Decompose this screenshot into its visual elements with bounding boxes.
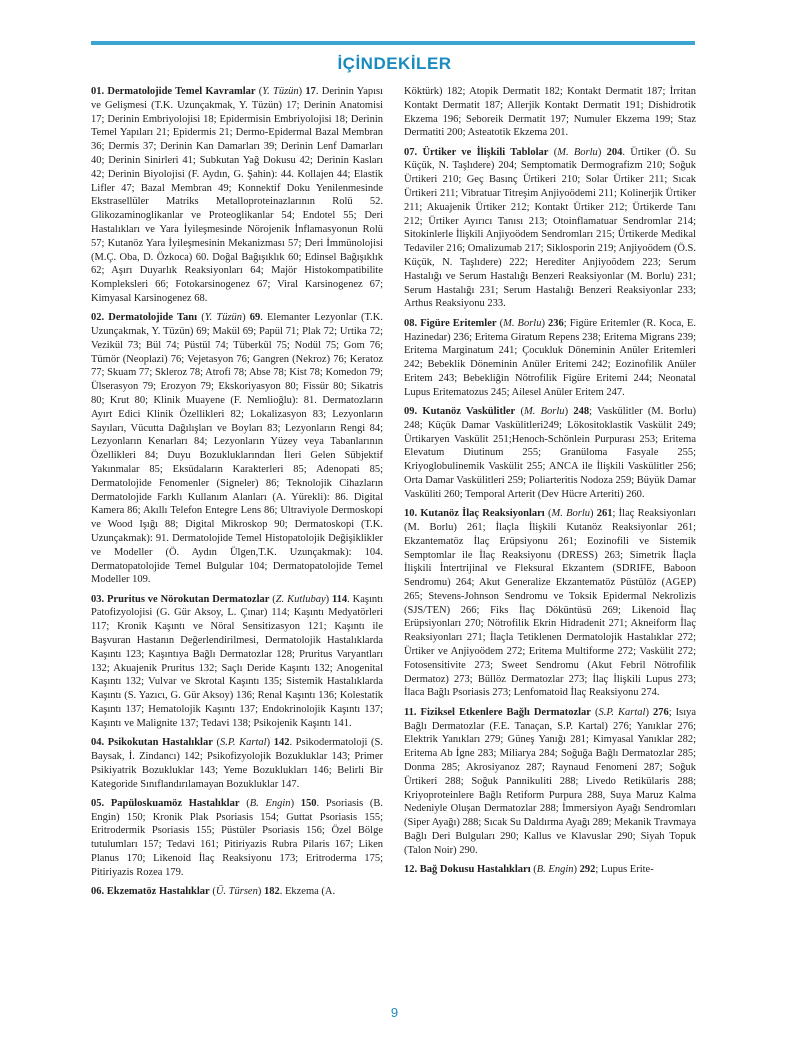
chapter-contents: Köktürk) 182; Atopik Dermatit 182; Kontakt Dermatit 187; İrritan Kontakt Dermatit 187; Allerjik Kontakt Dermatit 191; Dishidrotik Ekzema 196; Seboreik Dermatit 197; Numuler Ekzema 199; Staz Dermatiti 200; Asteatotik Ekzema 201. — [404, 86, 696, 139]
chapter-title: Bağ Dokusu Hastalıkları — [419, 864, 531, 876]
chapter-heading — [91, 312, 197, 323]
chapter-editor: S.P. Kartal — [598, 706, 646, 718]
chapter-contents: . Psikodermatoloji (S. Baysak, İ. Zindancı) 142; Psikofizyolojik Bozukluklar 143; Primer Psikiyatrik Bozukluklar 143; Yeme Bozuklukları 146; Belirli Bir Kategoride Sınıflandırılamayan Bozukluklar 147. — [91, 737, 383, 790]
chapter-contents: . Elemanter Lezyonlar (T.K. Uzunçakmak, Y. Tüzün) 69; Makül 69; Papül 71; Plak 72; Urtika 72; Vezikül 73; Bül 74; Püstül 74; Tüberkül 75; Nodül 75; Gom 76; Tümör (Neoplazi) 76; Vejetasyon 76; Gangren (Nekroz) 76; Keratoz 77; Skuam 77; Skleroz 78; Atrofi 78; Abse 78; Kist 78; Komedon 79; Ülserasyon 79; Erozyon 79; Ekskoriyasyon 80; Fissür 80; Sikatris 80; Krut 80; Klinik Muayene (F. Nemlioğlu): 81. Dermatozların Ayırt Edici Klinik Özellikleri 82; Lokalizasyon 83; Lezyonların Sayıları, Vücutta Dağılışları ve Boyları 83; Lezyonların Rengi 84; Lezyonların Kenarları 84; Lezyonların Yüzey veya Tabanlarının Özellikleri 84; Duyu Bozukluklarından İleri Gelen Sübjektif Yakınmalar 85; Eksüdaların Karakterleri 85; Adenopati 85; Dermatolojide Fenomenler (Signeler) 86; Teknolojik Cihazların Dermatolojide Farklı Kullanım Alanları (A. Yürekli): 86. Digital Kamera 86; Akıllı Telefon Entegre Lens 86; Ultraviyole Dermoskopi ve Wood Işığı 88; Digital Mikroskop 90; Dermatoskopi (T.K. Uzunçakmak): 91. Dermatolojide Temel Histopatolojik Değişiklikler ve Modeller (Ö. Aydın Ülgen,T.K. Uzunçakmak): 104. Dermatopatolojide Temel Bulgular 104; Dermatopatolojide Temel Modeller 109. — [91, 312, 384, 586]
chapter-heading — [404, 864, 531, 875]
chapter-editor: Z. Kutlubay — [275, 593, 326, 605]
chapter-start-page: 142 — [273, 737, 290, 749]
chapter-start-page: 114 — [332, 593, 348, 605]
chapter-title: Figüre Eritemler — [420, 317, 497, 329]
page-number: 9 — [390, 1005, 399, 1020]
chapter-number: 09. — [404, 406, 418, 418]
chapter-number: 12. — [404, 864, 418, 876]
chapter-start-page: 69 — [249, 312, 261, 324]
chapter-title: Kutanöz İlaç Reaksiyonları — [420, 508, 545, 520]
chapter-title: Kutanöz Vaskülitler — [422, 406, 516, 418]
chapter-heading — [404, 707, 591, 718]
chapter-heading — [404, 406, 515, 417]
toc-entry: 11. Fiziksel Etkenlere Bağlı Dermatozlar (S.P. Kartal) 276; Isıya Bağlı Dermatozlar (F.E. Tanaçan, S.P. Kartal) 276; Yanıklar 276; Elektrik Yanıkları 279; Güneş Yanığı 281; Kimyasal Yanıklar 282; Eritema Ab İgne 283; Miliarya 284; Soğuğa Bağlı Dermatozlar 285; Donma 285; Akrosiyanoz 287; Raynaud Fenomeni 287; Soğuk Ürtikeri 288; Soğuk Pannikuliti 288; Livedo Retikülaris 288; Kriyoproteinlere Bağlı Retiform Purpura 288, Suya Maruz Kalma Nedeniyle Oluşan Dermatozlar 288; İmmersiyon Ayağı Sendromları (Siper Ayağı) 288; Sıcak Su Daldırma Ayağı 289; Mekanik Travmaya Bağlı Deri Bulguları 290; Kallus ve Klavuslar 290; Siyah Topuk (Talon Noir) 290. — [404, 706, 697, 856]
toc-entry: 07. Ürtiker ve İlişkili Tablolar (M. Borlu) 204. Ürtiker (Ö. Su Küçük, N. Taşlıdere) 204; Semptomatik Dermografizm 210; Soğuk Ürtikeri 210; Geç Basınç Ürtikeri 210; Solar Ürtiker 211; Sıcak Ürtikeri 211; Vibratuar Titreşim Anjiyoödemi 211; Kolinerjik Ürtiker 211; Akuajenik Ürtiker 212; Kontakt Ürtiker 212; Ürtikerde Tanı 212; Ürtiker Ayırıcı Tanısı 213; Otoinflamatuar Sendromlar 214; Sitokinlerle İlişkili Anjiyoödem Sendromları 215; Ürtikerde Medikal Tedaviler 216; Omalizumab 217; Siklosporin 219; Anjiyoödem (Ö.S. Küçük, N. Taşlıdere) 222; Herediter Anjiyoödem 223; Serum Hastalığı ve Serum Hastalığı Benzeri Reaksiyonlar (M. Borlu) 231; Serum Hastalığı 231; Serum Hastalığı Benzeri Reaksiyonlar 233; Arthus Reaksiyonu 233. — [404, 146, 696, 310]
chapter-title: Ürtiker ve İlişkili Tablolar — [422, 146, 549, 158]
chapter-title: Psikokutan Hastalıklar — [107, 737, 213, 749]
chapter-heading — [404, 318, 497, 329]
chapter-contents: . Derinin Yapısı ve Gelişmesi (T.K. Uzunçakmak, Y. Tüzün) 17; Derinin Anatomisi 17; Derinin Embriyolojisi 18; Epidermisin Embriyolojisi 18; Derinin Temel Yapıları 21; Epidermis 21; Dermo-Epidermal Bazal Membran 36; Dermis 37; Derinin Kan Damarları 39; Derinin Lenf Damarları 40; Derinin Sinirleri 41; Subkutan Yağ Dokusu 42; Derinin Kasları 42; Derinin Biyolojisi (F. Aydın, G. Şahin): 44. Kollajen 44; Elastik Lifler 47; Bazal Membran 49; Konnektif Doku Yenilenmesinde Ekstrasellüler Matriks Metalloproteinazlarının Rolü 52. Glikozaminoglikanlar ve Proteoglikanlar 54; Endotel 55; Deri Hastalıkları ve Yara İyileşmesinde Nörojenik İnflamasyonun Rolü 57; Kutanöz Yara İyileşmesinin Mekanizması 57; Deri İmmünolojisi (M.Ç. Oba, D. Özkoca) 60. Doğal Bağışıklık 60; Edinsel Bağışıklık 62; Aşırı Duyarlık Reaksiyonları 64; Majör Histokompatibilite Kompleksleri 66; Fotokarsinogenez 67; Viral Karsinogenez 67; Kimyasal Karsinogenez 68. — [91, 86, 384, 304]
toc-entry: 04. Psikokutan Hastalıklar (S.P. Kartal) 142. Psikodermatoloji (S. Baysak, İ. Zindancı) 142; Psikofizyolojik Bozukluklar 143; Primer Psikiyatrik Bozukluklar 143; Yeme Bozuklukları 146; Belirli Bir Kategoride Sınıflandırılamayan Bozukluklar 147. — [91, 737, 383, 790]
chapter-heading — [91, 798, 240, 809]
chapter-editor: M. Borlu — [523, 406, 565, 418]
chapter-contents: ; İlaç Reaksiyonları (M. Borlu) 261; İlaçla İlişkili Kutanöz Reaksiyonlar 261; Ekzantematöz İlaç Erüpsiyonu 261; Eozinofili ve Sistemik Semptomlar ile İlaç Reaksiyonu (DRESS) 263; Simetrik İlaçla İlişkili İntertrijinal ve Fleksural Ekzantem (SDRIFE, Baboon Sendromu) 264; Akut Generalize Ekzantematöz Püstülöz (AGEP) 265; Stevens-Johnson Sendromu ve Toksik Epidermal Nekrolizis (SJS/TEN) 266; Fiks İlaç Döküntüsü 269; Likenoid İlaç Erüpsiyonları 270; Nötrofilik Ekrin Hidradenit 271; Akneiform İlaç Reaksiyonları 271; İlaçla Tetiklenen Dermatolojik Hastalıklar 272; Ürtiker ve Anjiyoödem 272; Eritema Multiforme 272; Vaskülit 272; Fotosensitivite 273; Sweet Sendromu (Akut Febril Nötrofilik Dermatoz) 273; Büllöz Dermatozlar 273; İlaç İlişkili Lupus 273; İlaca Bağlı Psoriasis 273; Lenfomatoid İlaç Reaksiyonu 274. — [404, 508, 696, 699]
chapter-editor: Y. Tüzün — [204, 312, 243, 324]
chapter-title: Pruritus ve Nörokutan Dermatozlar — [107, 593, 270, 605]
chapter-editor: Y. Tüzün — [262, 86, 299, 97]
chapter-start-page: 236 — [548, 317, 564, 329]
chapter-title: Fiziksel Etkenlere Bağlı Dermatozlar — [420, 706, 591, 718]
chapter-editor: M. Borlu — [503, 317, 542, 329]
chapter-contents: . Ekzema (A. — [279, 886, 336, 898]
top-rule — [91, 41, 695, 45]
chapter-number: 04. — [91, 737, 105, 749]
chapter-title: Dermatolojide Tanı — [108, 312, 198, 324]
chapter-start-page: 204 — [606, 146, 623, 158]
chapter-heading — [91, 737, 213, 748]
chapter-editor: S.P. Kartal — [219, 737, 267, 749]
chapter-number: 06. — [91, 886, 105, 898]
chapter-number: 10. — [404, 508, 418, 520]
toc-entry: 05. Papüloskuamöz Hastalıklar (B. Engin) 150. Psoriasis (B. Engin) 150; Kronik Plak Psoriasis 154; Guttat Psoriasis 155; Eritrodermik Psoriasis 155; Püstüler Psoriasis 156; Özel Bölge tutulumları 157; Tedavi 161; Pitiriyazis Rubra Pilaris 167; Liken Planus 170; Likenoid İlaç Reaksiyonu 173; Eritroderma 175; Pitiriyazis Rozea 179. — [91, 797, 384, 878]
chapter-contents: . Ürtiker (Ö. Su Küçük, N. Taşlıdere) 204; Semptomatik Dermografizm 210; Soğuk Ürtikeri 210; Geç Basınç Ürtikeri 210; Solar Ürtiker 211; Sıcak Ürtikeri 211; Vibratuar Titreşim Anjiyoödemi 211; Kolinerjik Ürtiker 211; Akuajenik Ürtiker 212; Kontakt Ürtiker 212; Ürtikerde Tanı 212; Ürtiker Ayırıcı Tanısı 213; Otoinflamatuar Sendromlar 214; Sitokinlerle İlişkili Anjiyoödem Sendromları 215; Ürtikerde Medikal Tedaviler 216; Omalizumab 217; Siklosporin 219; Anjiyoödem (Ö.S. Küçük, N. Taşlıdere) 222; Herediter Anjiyoödem 223; Serum Hastalığı ve Serum Hastalığı Benzeri Reaksiyonlar (M. Borlu) 231; Serum Hastalığı 231; Serum Hastalığı Benzeri Reaksiyonlar 233; Arthus Reaksiyonu 233. — [404, 146, 696, 310]
page-title: İÇİNDEKİLER — [337, 54, 452, 73]
toc-entry: 01. Dermatolojide Temel Kavramlar (Y. Tüzün) 17. Derinin Yapısı ve Gelişmesi (T.K. Uzunçakmak, Y. Tüzün) 17; Derinin Anatomisi 17; Derinin Embriyolojisi 18; Epidermisin Embriyolojisi 18; Derinin Temel Yapıları 21; Epidermis 21; Dermo-Epidermal Bazal Membran 36; Dermis 37; Derinin Kan Damarları 39; Derinin Lenf Damarları 40; Derinin Sinirleri 41; Subkutan Yağ Dokusu 42; Derinin Kasları 42; Derinin Biyolojisi (F. Aydın, G. Şahin): 44. Kollajen 44; Elastik Lifler 47; Bazal Membran 49; Konnektif Doku Yenilenmesinde Ekstrasellüler Matriks Metalloproteinazlarının Rolü 52. Glikozaminoglikanlar ve Proteoglikanlar 54; Endotel 55; Deri Hastalıkları ve Yara İyileşmesinde Nörojenik İnflamasyonun Rolü 57; Kutanöz Yara İyileşmesinin Mekanizması 57; Deri İmmünolojisi (M.Ç. Oba, D. Özkoca) 60. Doğal Bağışıklık 60; Edinsel Bağışıklık 62; Aşırı Duyarlık Reaksiyonları 64; Majör Histokompatibilite Kompleksleri 66; Fotokarsinogenez 67; Viral Karsinogenez 67; Kimyasal Karsinogenez 68. — [91, 86, 384, 304]
chapter-heading — [91, 86, 256, 97]
toc-entry: 02. Dermatolojide Tanı (Y. Tüzün) 69. Elemanter Lezyonlar (T.K. Uzunçakmak, Y. Tüzün) 69; Makül 69; Papül 71; Plak 72; Urtika 72; Vezikül 73; Bül 74; Püstül 74; Tüberkül 75; Nodül 75; Gom 76; Tümör (Neoplazi) 76; Vejetasyon 76; Gangren (Nekroz) 76; Keratoz 77; Skuam 77; Skleroz 78; Atrofi 78; Abse 78; Kist 78; Komedon 79; Ülserasyon 79; Erozyon 79; Ekskoriyasyon 80; Fissür 80; Sikatris 80; Krut 80; Klinik Muayene (F. Nemlioğlu): 81. Dermatozların Ayırt Edici Klinik Özellikleri 82; Lokalizasyon 83; Lezyonların Sayıları, Vücutta Dağılışları ve Boyları 83; Lezyonların Rengi 84; Lezyonların Kenarları 84; Lezyonların Yüzey veya Tabanlarının Özellikleri 84; Duyu Bozukluklarından İleri Gelen Sübjektif Yakınmalar 85; Eksüdaların Karakterleri 85; Adenopati 85; Dermatolojide Fenomenler (Signeler) 86; Teknolojik Cihazların Dermatolojide Farklı Kullanım Alanları (A. Yürekli): 86. Digital Kamera 86; Akıllı Telefon Entegre Lens 86; Ultraviyole Dermoskopi ve Wood Işığı 88; Digital Mikroskop 90; Dermatoskopi (T.K. Uzunçakmak): 91. Dermatolojide Temel Histopatolojik Değişiklikler ve Modeller (Ö. Aydın Ülgen,T.K. Uzunçakmak): 104. Dermatopatolojide Temel Bulgular 104; Dermatopatolojide Temel Modeller 109. — [91, 312, 384, 586]
chapter-contents: . Psoriasis (B. Engin) 150; Kronik Plak Psoriasis 154; Guttat Psoriasis 155; Eritrodermik Psoriasis 155; Püstüler Psoriasis 156; Özel Bölge tutulumları 157; Tedavi 161; Pitiriyazis Rubra Pilaris 167; Liken Planus 170; Likenoid İlaç Reaksiyonu 173; Eritroderma 175; Pitiriyazis Rozea 179. — [91, 797, 384, 878]
chapter-contents: ; Lupus Erite- — [595, 864, 654, 876]
toc-entry: 06. Ekzematöz Hastalıklar (Ü. Türsen) 182. Ekzema (A. — [91, 886, 336, 898]
toc-column-right — [404, 85, 696, 882]
chapter-number: 02. — [91, 312, 105, 324]
chapter-number: 08. — [404, 317, 418, 329]
toc-entry: 10. Kutanöz İlaç Reaksiyonları (M. Borlu) 261; İlaç Reaksiyonları (M. Borlu) 261; İlaçla İlişkili Kutanöz Reaksiyonlar 261; Ekzantematöz İlaç Erüpsiyonu 261; Eozinofili ve Sistemik Semptomlar ile İlaç Reaksiyonu (DRESS) 263; Simetrik İlaçla İlişkili İntertrijinal ve Fleksural Ekzantem (SDRIFE, Baboon Sendromu) 264; Akut Generalize Ekzantematöz Püstülöz (AGEP) 265; Stevens-Johnson Sendromu ve Toksik Epidermal Nekrolizis (SJS/TEN) 266; Fiks İlaç Döküntüsü 269; Likenoid İlaç Erüpsiyonları 270; Nötrofilik Ekrin Hidradenit 271; Akneiform İlaç Reaksiyonları 271; İlaçla Tetiklenen Dermatolojik Hastalıklar 272; Ürtiker ve Anjiyoödem 272; Eritema Multiforme 272; Vaskülit 272; Fotosensitivite 273; Sweet Sendromu (Akut Febril Nötrofilik Dermatoz) 273; Büllöz Dermatozlar 273; İlaç İlişkili Lupus 273; İlaca Bağlı Psoriasis 273; Lenfomatoid İlaç Reaksiyonu 274. — [404, 508, 696, 699]
chapter-start-page: 261 — [596, 508, 613, 520]
toc-entry: 12. Bağ Dokusu Hastalıkları (B. Engin) 292; Lupus Erite- — [404, 864, 654, 876]
chapter-start-page: 292 — [579, 864, 596, 876]
chapter-contents: ; Isıya Bağlı Dermatozlar (F.E. Tanaçan, S.P. Kartal) 276; Yanıklar 276; Elektrik Yanıkları 279; Güneş Yanığı 281; Kimyasal Yanıklar 282; Eritema Ab İgne 283; Miliarya 284; Soğuğa Bağlı Dermatozlar 285; Donma 285; Akrosiyanoz 287; Raynaud Fenomeni 287; Soğuk Ürtikeri 288; Soğuk Pannikuliti 288; Livedo Retikülaris 288; Kriyoproteinlere Bağlı Retiform Purpura 288, Suya Maruz Kalma Nedeniyle Oluşan Dermatozlar 288; İmmersiyon Ayağı Sendromları (Siper Ayağı) 288; Sıcak Su Daldırma Ayağı 289; Mekanik Travmaya Bağlı Deri Bulguları 290; Kallus ve Klavuslar 290; Siyah Topuk (Talon Noir) 290. — [404, 706, 697, 856]
chapter-start-page: 248 — [573, 406, 590, 418]
chapter-number: 07. — [404, 146, 418, 158]
chapter-number: 11. — [404, 706, 417, 718]
chapter-editor: B. Engin — [249, 797, 291, 809]
chapter-editor: Ü. Türsen — [215, 886, 258, 898]
chapter-start-page: 150 — [300, 797, 317, 809]
chapter-number: 01. — [91, 86, 105, 97]
chapter-title: Dermatolojide Temel Kavramlar — [107, 86, 256, 97]
toc-entry — [404, 85, 696, 140]
toc-entry: 03. Pruritus ve Nörokutan Dermatozlar (Z. Kutlubay) 114. Kaşıntı Patofizyolojisi (G. Gür Aksoy, L. Çınar) 114; Kaşıntı Medyatörleri 117; Kronik Kaşıntı ve Nöral Sensitizasyon 121; Kaşıntı ile Başvuran Hastanın Değerlendirilmesi, Dermatolojik Hastalıklarda Kaşıntı 123; Kaşıntıya Bağlı Dermatozlar 128; Pruritus Varyantları 132; Akuajenik Pruritus 132; Saçlı Deride Kaşıntı 132; Anogenital Kaşıntı 132; Vulvar ve Skrotal Kaşıntı 135; Sistemik Hastalıklarda Kaşıntı (S. Yazıcı, G. Gür Aksoy) 136; Renal Kaşıntı 136; Kolestatik Kaşıntı 137; Hematolojik Kaşıntı 137; Endokrinolojik Kaşıntı 137; Kaşıntı ve Malignite 137; Tedavi 138; Psikojenik Kaşıntı 141. — [91, 593, 384, 729]
chapter-start-page: 276 — [652, 706, 669, 718]
toc-entry: 09. Kutanöz Vaskülitler (M. Borlu) 248; Vaskülitler (M. Borlu) 248; Küçük Damar Vaskülitleri249; Lökositoklastik Vaskülit 249; Ürtikaryen Vaskülit 251;Henoch-Schönlein Purpurası 253; Eritema Elevatum Diutinum 255; Granüloma Fasyale 255; Kriyoglobulinemik Vaskülit 255; ANCA ile İlişkili Vaskülitler 256; Orta Damar Vaskülitleri 259; Poliarteritis Nodoza 259; Büyük Damar Vasküliti 260; Temporal Arterit (Dev Hücre Arteriti) 260. — [404, 406, 697, 500]
chapter-contents: . Kaşıntı Patofizyolojisi (G. Gür Aksoy, L. Çınar) 114; Kaşıntı Medyatörleri 117; Kronik Kaşıntı ve Nöral Sensitizasyon 121; Kaşıntı ile Başvuran Hastanın Değerlendirilmesi, Dermatolojik Hastalıklarda Kaşıntı 123; Kaşıntıya Bağlı Dermatozlar 128; Pruritus Varyantları 132; Akuajenik Pruritus 132; Saçlı Deride Kaşıntı 132; Anogenital Kaşıntı 132; Vulvar ve Skrotal Kaşıntı 135; Sistemik Hastalıklarda Kaşıntı (S. Yazıcı, G. Gür Aksoy) 136; Renal Kaşıntı 136; Kolestatik Kaşıntı 137; Hematolojik Kaşıntı 137; Endokrinolojik Kaşıntı 137; Kaşıntı ve Malignite 137; Tedavi 138; Psikojenik Kaşıntı 141. — [91, 593, 384, 729]
toc-entry: 08. Figüre Eritemler (M. Borlu) 236; Figüre Eritemler (R. Koca, E. Hazinedar) 236; Eritema Giratum Repens 238; Eritema Migrans 239; Eritema Marginatum 241; Çocukluk Döneminin Anüler Eritemleri 242; Bebeklik Döneminin Anüler Eritemi 242; Eozinofilik Anüler Eritem 243; Bebekliğin Nötrofilik Figüre Eritemi 244; Neonatal Lupus Eritematozus 245; Ailesel Anüler Eritem 247. — [404, 317, 696, 398]
chapter-editor: M. Borlu — [551, 508, 591, 520]
chapter-number: 03. — [91, 593, 105, 605]
chapter-heading — [91, 886, 210, 897]
chapter-editor: M. Borlu — [557, 146, 598, 158]
chapter-heading — [404, 147, 548, 158]
chapter-start-page: 182 — [263, 886, 280, 898]
chapter-editor: B. Engin — [536, 864, 574, 876]
chapter-title: Ekzematöz Hastalıklar — [106, 886, 210, 898]
chapter-heading — [404, 508, 545, 519]
chapter-title: Papüloskuamöz Hastalıklar — [110, 797, 240, 809]
chapter-contents: ; Figüre Eritemler (R. Koca, E. Hazinedar) 236; Eritema Giratum Repens 238; Eritema Migrans 239; Eritema Marginatum 241; Çocukluk Döneminin Anüler Eritemleri 242; Bebeklik Döneminin Anüler Eritemi 242; Eozinofilik Anüler Eritem 243; Bebekliğin Nötrofilik Figüre Eritemi 244; Neonatal Lupus Eritematozus 245; Ailesel Anüler Eritem 247. — [404, 317, 696, 398]
chapter-heading — [91, 594, 269, 605]
chapter-number: 05. — [91, 797, 105, 809]
chapter-start-page: 17 — [305, 86, 316, 97]
chapter-contents: ; Vaskülitler (M. Borlu) 248; Küçük Damar Vaskülitleri249; Lökositoklastik Vaskülit 249; Ürtikaryen Vaskülit 251;Henoch-Schönlein Purpurası 253; Eritema Elevatum Diutinum 255; Granüloma Fasyale 255; Kriyoglobulinemik Vaskülit 255; ANCA ile İlişkili Vaskülitler 256; Orta Damar Vaskülitleri 259; Poliarteritis Nodoza 259; Büyük Damar Vasküliti 260; Temporal Arterit (Dev Hücre Arteriti) 260. — [404, 406, 697, 500]
toc-column-left — [91, 85, 383, 904]
